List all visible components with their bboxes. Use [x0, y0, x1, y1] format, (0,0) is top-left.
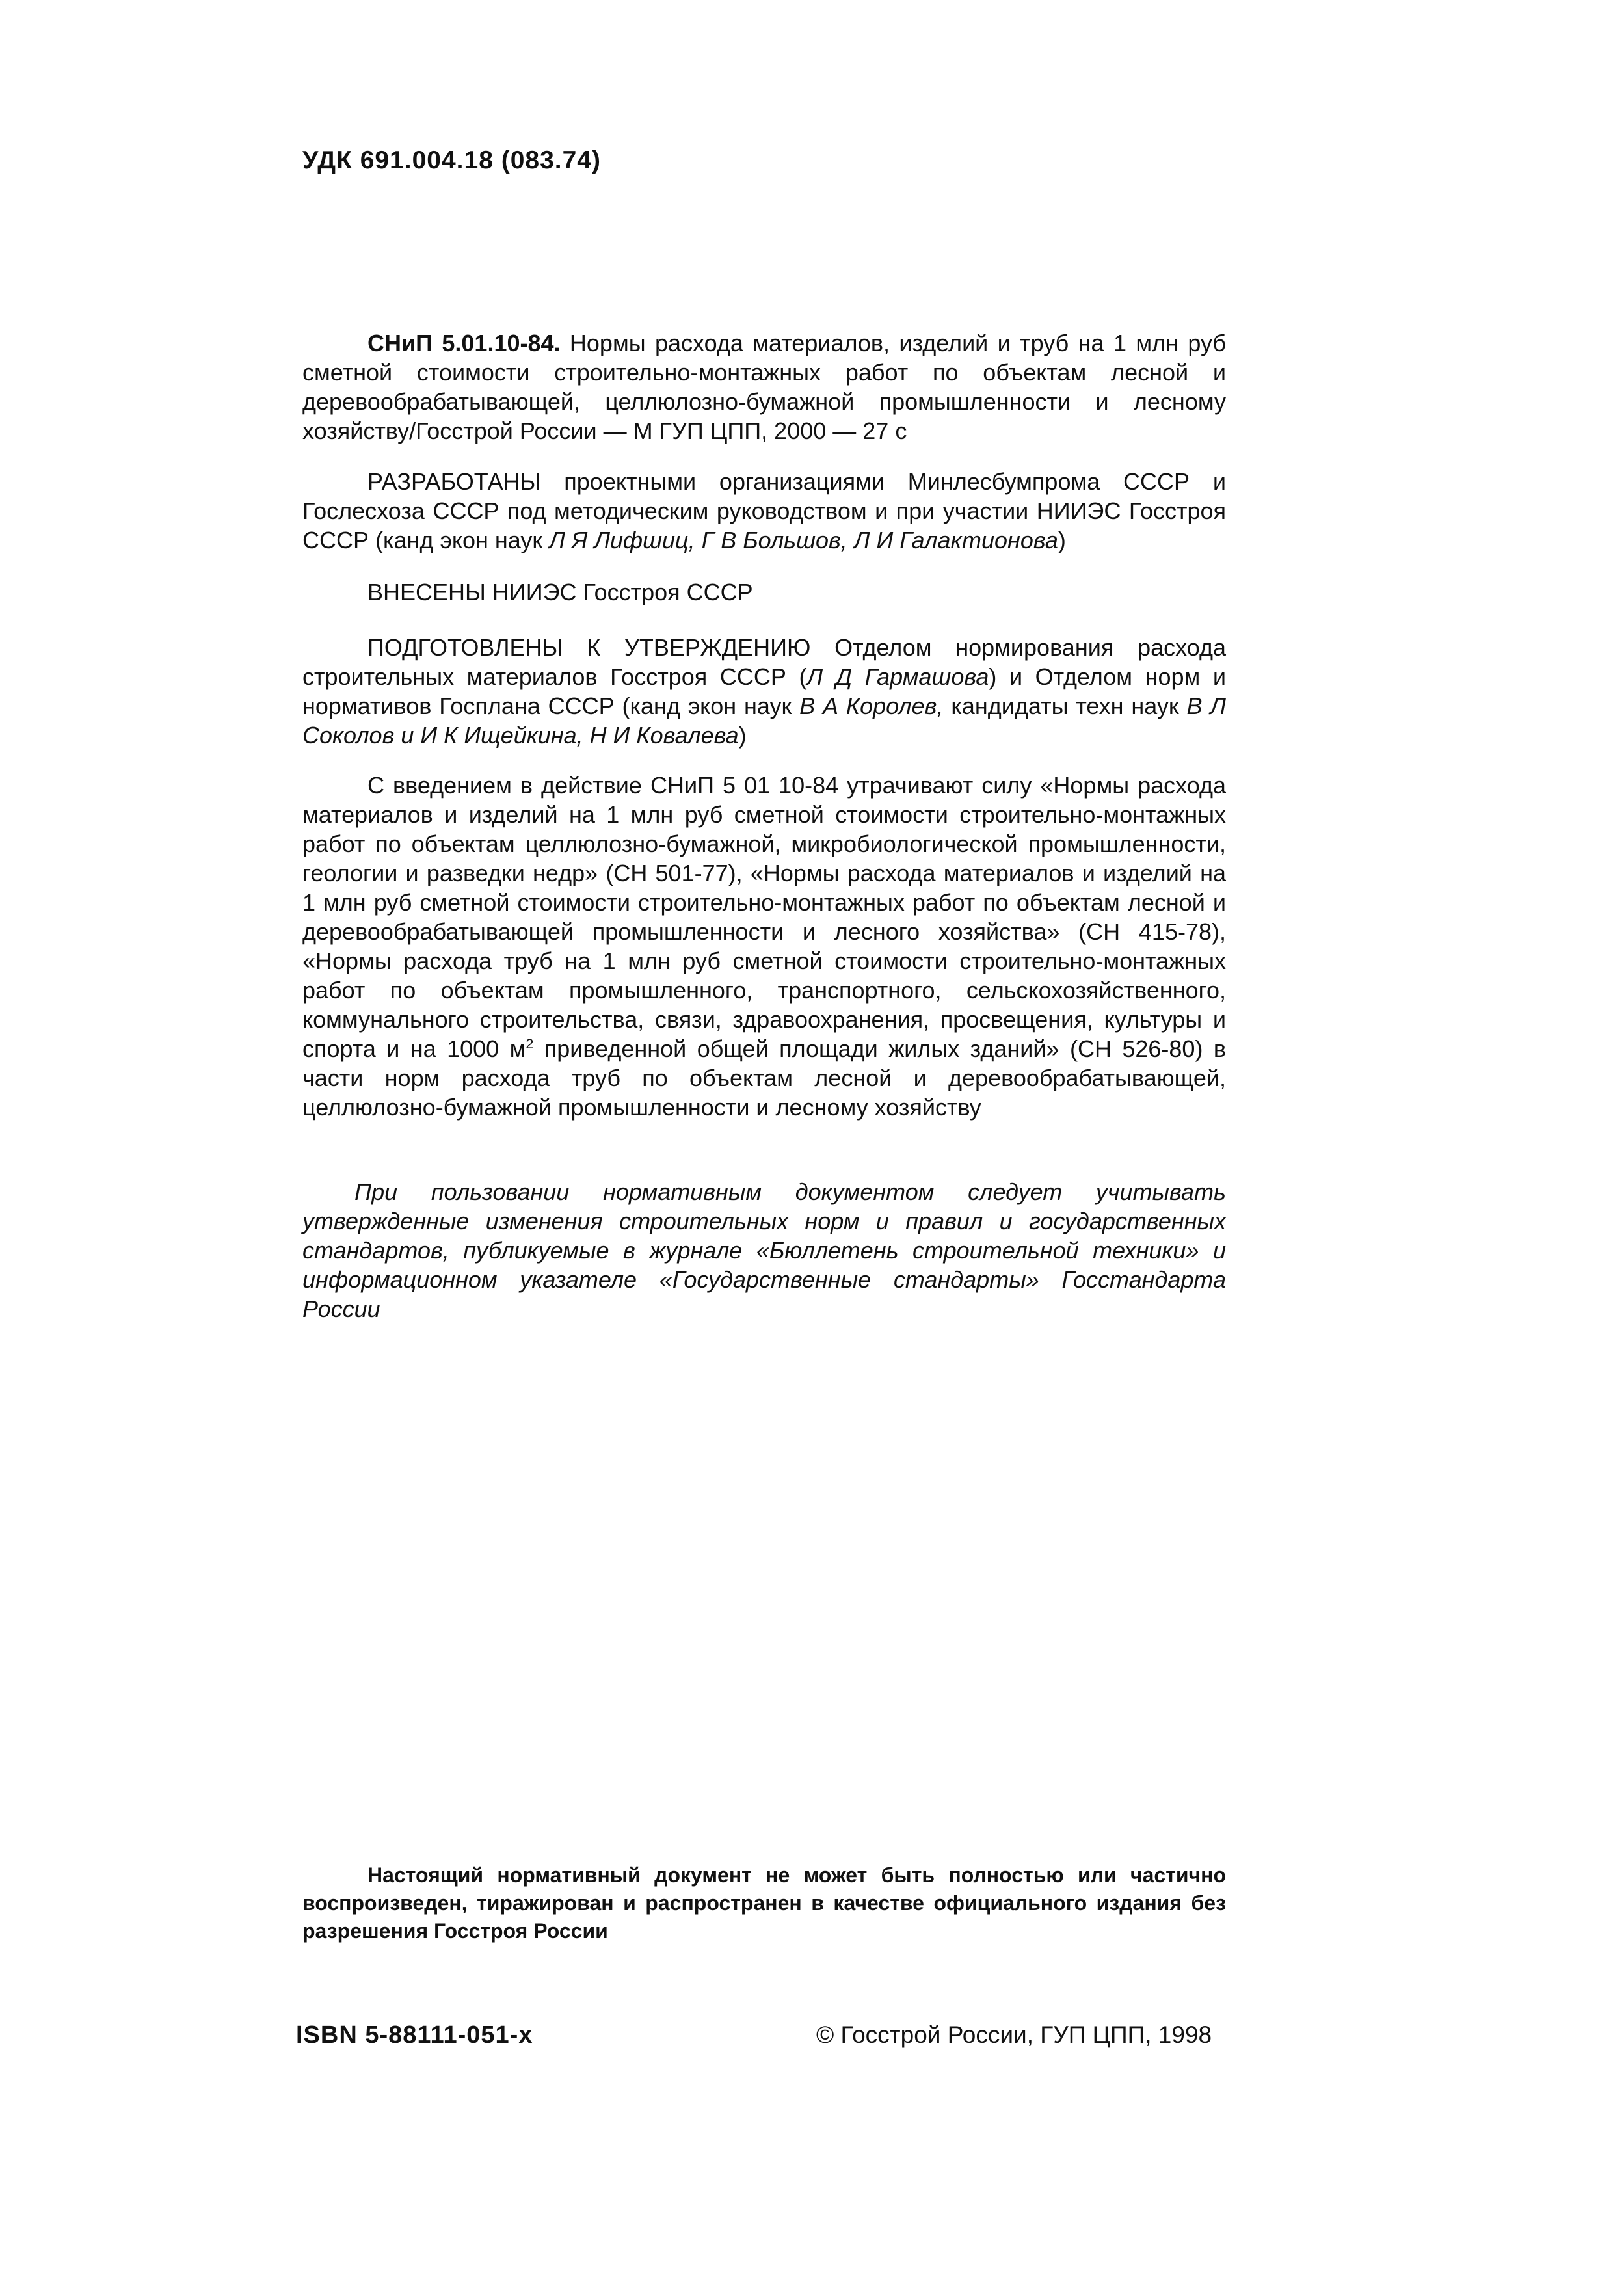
bibliographic-record: [302, 328, 1226, 446]
prepared-text-1: ПОДГОТОВЛЕНЫ К УТВЕРЖДЕНИЮ Отделом нормирования расхода строительных материалов Госстроя СССР (: [302, 634, 1226, 690]
usage-note: При пользовании нормативным документом следует учитывать утвержденные изменения строительных норм и правил и государственных стандартов, публикуемые в журнале «Бюллетень строительной техники» и информационном указателе «Государственные стандарты» Госстандарта России: [302, 1178, 1226, 1322]
developers-end: ): [1058, 527, 1066, 553]
developers-text: РАЗРАБОТАНЫ проектными организациями Минлесбумпрома СССР и Гослесхоза СССР под методическим руководством и при участии НИИЭС Госстроя СССР (канд экон наук: [302, 468, 1226, 553]
developers-paragraph: [302, 467, 1226, 555]
prepared-text-4: ): [738, 722, 747, 749]
superseded-text-1: С введением в действие СНиП 5 01 10-84 утрачивают силу «Нормы расхода материалов и изделий на 1 млн руб сметной стоимости строительно-монтажных работ по объектам целлюлозно-бумажной, микробиологической промышленности, геологии и разведки недр» (СН 501-77), «Нормы расхода материалов и изделий на 1 млн руб сметной стоимости строительно-монтажных работ по объектам лесной и деревообрабатывающей промышленности и лесного хозяйства» (СН 415-78), «Нормы расхода труб на 1 млн руб сметной стоимости строительно-монтажных работ по объектам промышленного, транспортного, сельскохозяйственного, коммунального строительства, связи, здравоохранения, просвещения, культуры и спорта и на 1000 м: [302, 772, 1226, 1062]
submitted-paragraph: ВНЕСЕНЫ НИИЭС Госстроя СССР: [367, 579, 753, 605]
prepared-name-2: В А Королев,: [799, 693, 944, 719]
prepared-text-2: ) и Отделом норм и нормативов Госплана СССР (канд экон наук: [302, 663, 1227, 719]
prepared-name-1: Л Д Гармашова: [806, 663, 989, 690]
prepared-paragraph: [302, 633, 1226, 750]
superscript: 2: [526, 1035, 534, 1052]
copyright: © Госстрой России, ГУП ЦПП, 1998: [816, 2021, 1212, 2048]
superseded-paragraph: [302, 771, 1226, 1122]
developers-names: Л Я Лифшиц, Г В Большов, Л И Галактионова: [549, 527, 1058, 553]
superseded-text-2: приведенной общей площади жилых зданий» (СН 526-80) в части норм расхода труб по объектам лесной и деревообрабатывающей, целлюлозно-бумажной промышленности и лесному хозяйству: [302, 1035, 1226, 1121]
prepared-name-3: В Л Соколов и И К Ищейкина, Н И Ковалева: [302, 693, 1227, 749]
reproduction-notice: Настоящий нормативный документ не может быть полностью или частично воспроизведен, тиражирован и распространен в качестве официального издания без разрешения Госстроя России: [302, 1863, 1226, 1943]
udk-code: УДК 691.004.18 (083.74): [302, 146, 601, 174]
snip-code: СНиП 5.01.10-84.: [367, 330, 561, 356]
prepared-text-3: кандидаты техн наук: [943, 693, 1187, 719]
isbn: ISBN 5-88111-051-x: [296, 2021, 533, 2049]
bibliographic-text: Нормы расхода материалов, изделий и труб на 1 млн руб сметной стоимости строительно-монтажных работ по объектам лесной и деревообрабатывающей, целлюлозно-бумажной промышленности и лесному хозяйству/Госстрой России — М ГУП ЦПП, 2000 — 27 с: [302, 330, 1226, 444]
